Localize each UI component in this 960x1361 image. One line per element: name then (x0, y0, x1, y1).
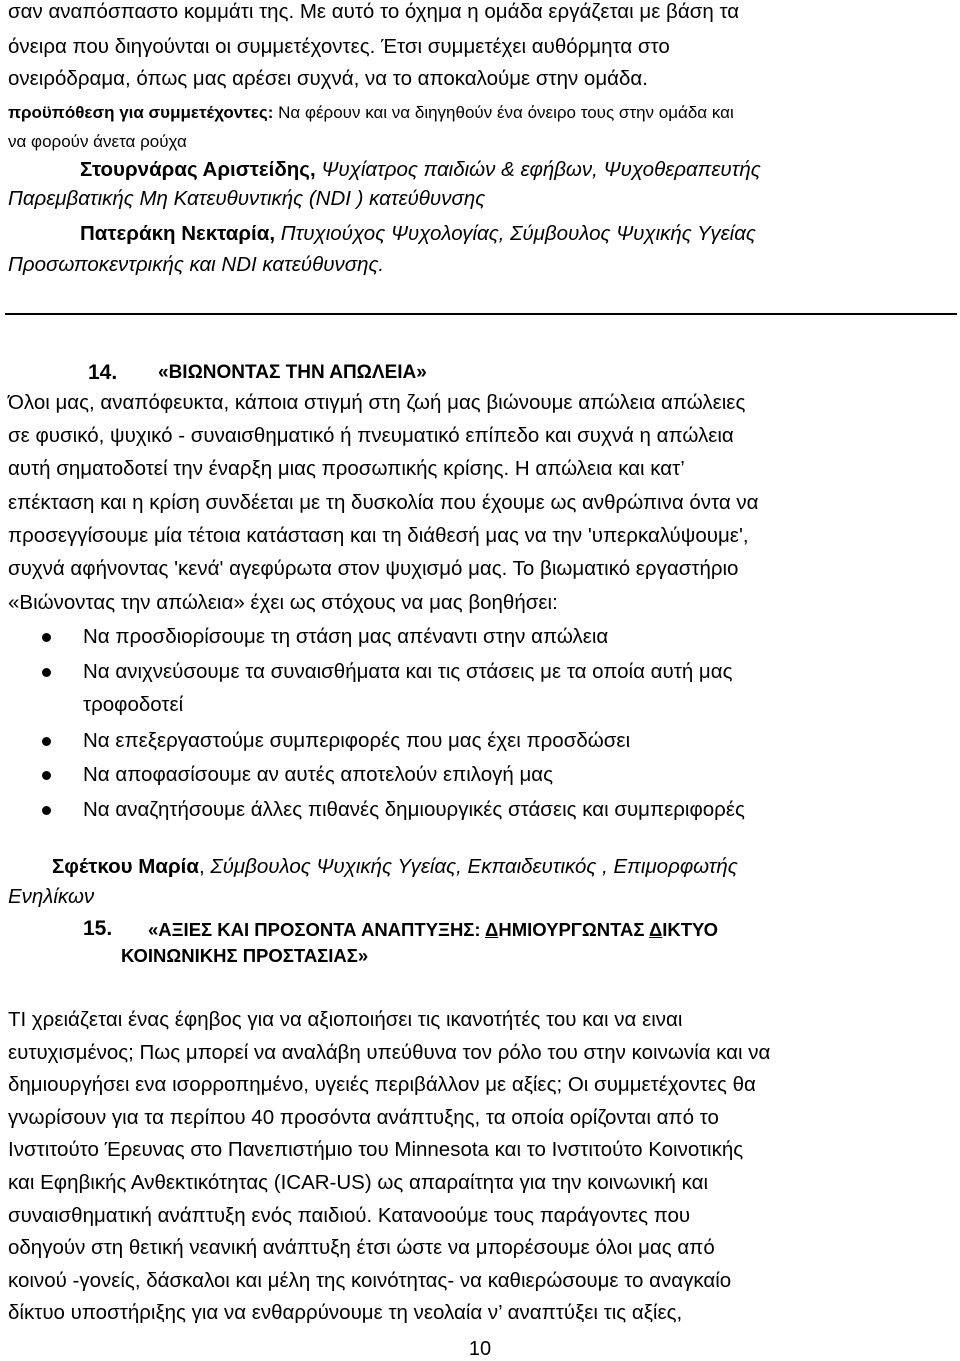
prerequisite-text: Να φέρουν και να διηγηθούν ένα όνειρο τους στην ομάδα και (273, 103, 734, 122)
section-14-facilitator-comma: , (198, 855, 205, 878)
bullet-icon (42, 806, 51, 815)
facilitator-1-role: Ψυχίατρος παιδιών & εφήβων, Ψυχοθεραπευτής (315, 158, 761, 181)
facilitator-1-role-line-2: Παρεμβατικής Μη Κατευθυντικής (NDI ) κατεύθυνσης (8, 187, 486, 210)
section-14-facilitator-name: Σφέτκου Μαρία (52, 855, 199, 878)
facilitator-2-line (80, 222, 756, 246)
section-14-title: «ΒΙΩΝΟΝΤΑΣ ΤΗΝ ΑΠΩΛΕΙΑ» (158, 362, 427, 383)
section-15-paragraph-line-1: ΤΙ χρειάζεται ένας έφηβος για να αξιοπoιήσει τις ικανοτήτές του και να ειναι (8, 1008, 683, 1031)
section-15-paragraph-line-8: οδηγούν στη θετική νεανική ανάπτυξη έτσι ώστε να μπορέσουμε όλοι μας από (8, 1236, 715, 1259)
facilitator-2-name: Πατεράκη Νεκταρία, (80, 222, 276, 245)
intro-line-1: σαν αναπόσπαστο κομμάτι της. Με αυτό το όχημα η ομάδα εργάζεται με βάση τα (8, 0, 740, 23)
section-15-paragraph-line-4: γνωρίσουν για τα περίπου 40 προσόντα ανάπτυξης, τα οποία ορίζονται από το (8, 1106, 719, 1129)
section-14-paragraph-line-6: συχνά αφήνοντας 'κενά' αγεφύρωτα στον ψυχισμό μας. Το βιωματικό εργαστήριο (8, 557, 739, 580)
section-15-title-underlined-2: Δ (648, 919, 663, 940)
facilitator-2-role-line-2: Προσωποκεντρικής και NDI κατεύθυνσης. (8, 253, 385, 276)
section-15-paragraph-line-6: και Εφηβικής Ανθεκτικότητας (ICAR-US) ως απαραίτητα για την κοινωνική και (8, 1171, 709, 1194)
section-15-paragraph-line-7: συναισθηματική ανάπτυξη ενός παιδιού. Κατανοούμε τους παράγοντες που (8, 1204, 691, 1227)
facilitator-1-line (80, 158, 761, 182)
section-14-number: 14. (88, 361, 118, 384)
section-15-number: 15. (83, 917, 113, 940)
section-14-paragraph-line-3: αυτή σηματοδοτεί την έναρξη μιας προσωπικής κρίσης. Η απώλεια και κατ’ (8, 457, 685, 480)
section-14-paragraph-line-7: «Βιώνοντας την απώλεια» έχει ως στόχους να μας βοηθήσει: (8, 591, 558, 614)
section-14-paragraph-line-4: επέκταση και η κρίση συνδέεται με τη δυσκολία που έχουμε ως ανθρώπινα όντα να (8, 491, 759, 514)
prerequisite-label: προϋπόθεση για συμμετέχοντες: (8, 103, 274, 122)
section-15-title-part-1: «ΑΞΙΕΣ ΚΑΙ ΠΡΟΣΟΝΤΑ ΑΝΑΠΤΥΞΗΣ: (148, 919, 486, 940)
bullet-icon (42, 771, 51, 780)
intro-line-3: ονειρόδραμα, όπως μας αρέσει συχνά, να το αποκαλούμε στην ομάδα. (8, 67, 648, 90)
section-divider (5, 313, 957, 315)
goal-item-2: Να ανιχνεύσουμε τα συναισθήματα και τις στάσεις με τα οποία αυτή μας (83, 660, 733, 683)
section-15-paragraph-line-10: δίκτυο υποστήριξης για να ενθαρρύνουμε τη νεολαία ν’ αναπτύξει τις αξίες, (8, 1301, 683, 1324)
prerequisite-line-2: να φορούν άνετα ρούχα (8, 132, 187, 151)
section-15-title (148, 918, 718, 942)
section-15-title-underlined-1: Δ (485, 919, 499, 940)
bullet-icon (42, 633, 51, 642)
intro-line-2: όνειρα που διηγούνται οι συμμετέχοντες. Έτσι συμμετέχει αυθόρμητα στο (8, 35, 670, 58)
bullet-icon (42, 668, 51, 677)
section-14-facilitator-role: Σύμβουλος Ψυχικής Υγείας, Εκπαιδευτικός , Επιμορφωτής (204, 855, 738, 878)
bullet-icon (42, 737, 51, 746)
section-15-paragraph-line-3: δημιουργήσει ενα ισορροπημένο, υγειές περιβάλλον με αξίες; Οι συμμετέχοντες θα (8, 1073, 756, 1096)
goal-item-4: Να αποφασίσουμε αν αυτές αποτελούν επιλογή μας (83, 763, 554, 786)
goal-item-2-continued: τροφοδοτεί (83, 693, 184, 716)
goal-item-1: Να προσδιορίσουμε τη στάση μας απέναντι στην απώλεια (83, 625, 609, 648)
section-15-paragraph-line-2: ευτυχισμένος; Πως μπορεί να αναλάβη υπεύθυνα τον ρόλο του στην κοινωνία και να (8, 1041, 771, 1064)
section-15-title-line-2: ΚΟΙΝΩΝΙΚΗΣ ΠΡΟΣΤΑΣΙΑΣ» (121, 945, 369, 966)
section-14-facilitator-line (52, 855, 738, 879)
goal-item-5: Να αναζητήσουμε άλλες πιθανές δημιουργικές στάσεις και συμπεριφορές (83, 798, 745, 821)
section-14-paragraph-line-5: προσεγγίσουμε μία τέτοια κατάσταση και τη διάθεσή μας να την 'υπερκαλύψουμε', (8, 524, 749, 547)
section-15-title-part-3: ΙΚΤΥΟ (662, 919, 719, 940)
prerequisite-line (8, 101, 734, 125)
goal-item-3: Να επεξεργαστούμε συμπεριφορές που μας έχει προσδώσει (83, 729, 631, 752)
section-14-paragraph-line-2: σε φυσικό, ψυχικό - συναισθηματικό ή πνευματικό επίπεδο και συχνά η απώλεια (8, 424, 734, 447)
section-14-paragraph-line-1: Όλοι μας, αναπόφευκτα, κάποια στιγμή στη ζωή μας βιώνουμε απώλεια απώλειες (8, 391, 746, 414)
section-15-title-part-2: ΗΜΙΟΥΡΓΩΝΤΑΣ (498, 919, 649, 940)
section-14-facilitator-role-line-2: Ενηλίκων (8, 885, 95, 908)
facilitator-1-name: Στουρνάρας Αριστείδης, (80, 158, 316, 181)
page-number: 10 (468, 1338, 492, 1360)
section-15-paragraph-line-9: κοινού -γονείς, δάσκαλοι και μέλη της κοινότητας- να καθιερώσουμε το αναγκαίο (8, 1269, 732, 1292)
section-15-paragraph-line-5: Ινστιτούτο Έρευνας στο Πανεπιστήμιο του Minnesota και το Ινστιτούτο Κοινοτικής (8, 1138, 744, 1161)
facilitator-2-role: Πτυχιούχος Ψυχολογίας, Σύμβουλος Ψυχικής Υγείας (275, 222, 756, 245)
